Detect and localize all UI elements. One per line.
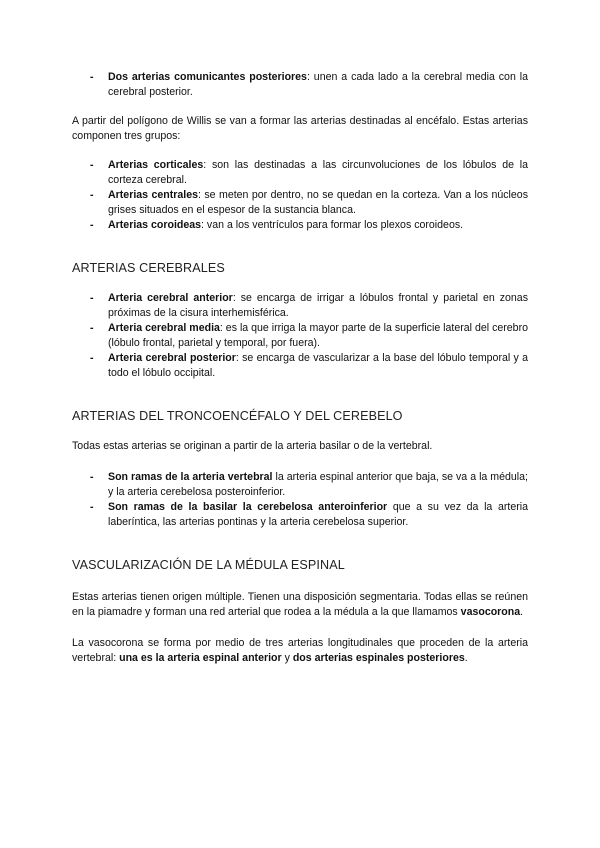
item-text: la arteria espinal anterior que baja, se va a la médula; y la arteria cerebelosa posteroinferior. xyxy=(108,471,528,498)
item-term: Arteria cerebral posterior xyxy=(108,352,236,364)
item-term: Dos arterias comunicantes posteriores xyxy=(108,71,307,83)
section-heading-tronco: ARTERIAS DEL TRONCOENCÉFALO Y DEL CEREBELO xyxy=(72,409,403,423)
item-text: : se encarga de vascularizar a la base del lóbulo temporal y a todo el lóbulo occipital. xyxy=(108,352,528,379)
list-item xyxy=(72,500,528,530)
item-term: Arterias coroideas xyxy=(108,219,202,231)
list-item xyxy=(72,188,528,218)
tronco-list xyxy=(72,470,528,530)
para-text: Estas arterias tienen origen múltiple. Tienen una disposición segmentaria. Todas ellas se reúnen en la piamadre y forman una red arterial que rodea a la médula a la que llamamos xyxy=(72,591,528,618)
para-end: . xyxy=(520,606,524,618)
item-term: Arteria cerebral media xyxy=(108,322,220,334)
list-item xyxy=(72,470,528,500)
item-term: Arterias corticales xyxy=(108,159,204,171)
willis-paragraph: A partir del polígono de Willis se van a formar las arterias destinadas al encéfalo. Estas arterias componen tres grupos: xyxy=(72,115,528,142)
section-heading-cerebrales: ARTERIAS CEREBRALES xyxy=(72,261,225,275)
para-bold: vasocorona xyxy=(460,606,521,618)
list-item xyxy=(72,351,528,381)
item-term: Son ramas de la basilar la cerebelosa anteroinferior xyxy=(108,501,388,513)
para-text: La vasocorona se forma por medio de tres arterias longitudinales que proceden de la arteria vertebral: xyxy=(72,637,528,664)
intro-list xyxy=(72,70,528,100)
para-bold: una es la arteria espinal anterior xyxy=(119,652,282,664)
cerebrales-list xyxy=(72,291,528,381)
item-term: Son ramas de la arteria vertebral xyxy=(108,471,273,483)
item-term: Arteria cerebral anterior xyxy=(108,292,233,304)
item-text: : son las destinadas a las circunvoluciones de los lóbulos de la corteza cerebral. xyxy=(108,159,529,186)
item-text: : van a los ventrículos para formar los plexos coroideos. xyxy=(201,219,464,231)
list-item xyxy=(72,158,528,188)
tronco-paragraph: Todas estas arterias se originan a partir de la arteria basilar o de la vertebral. xyxy=(72,440,433,452)
item-text: : unen a cada lado a la cerebral media con la cerebral posterior. xyxy=(108,71,528,98)
list-item xyxy=(72,291,528,321)
item-text: : es la que irriga la mayor parte de la superficie lateral del cerebro (lóbulo frontal, parietal y temporal, por fuera). xyxy=(108,322,528,349)
medula-paragraph-1 xyxy=(72,590,528,620)
list-item xyxy=(72,70,528,100)
para-mid: y xyxy=(281,652,293,664)
item-term: Arterias centrales xyxy=(108,189,198,201)
list-item xyxy=(72,218,528,233)
item-text: : se encarga de irrigar a lóbulos frontal y parietal en zonas próximas de la cisura interhemisférica. xyxy=(108,292,528,319)
list-item xyxy=(72,321,528,351)
section-heading-medula: VASCULARIZACIÓN DE LA MÉDULA ESPINAL xyxy=(72,558,345,572)
para-bold: dos arterias espinales posteriores xyxy=(292,652,465,664)
item-text: : se meten por dentro, no se quedan en la corteza. Van a los núcleos grises situados en el espesor de la sustancia blanca. xyxy=(108,189,528,216)
groups-list xyxy=(72,158,528,233)
medula-paragraph-2 xyxy=(72,636,528,666)
document-content xyxy=(72,70,528,666)
item-text: que a su vez da la arteria laberíntica, las arterias pontinas y la arteria cerebelosa superior. xyxy=(108,501,528,528)
para-end: . xyxy=(464,652,468,664)
